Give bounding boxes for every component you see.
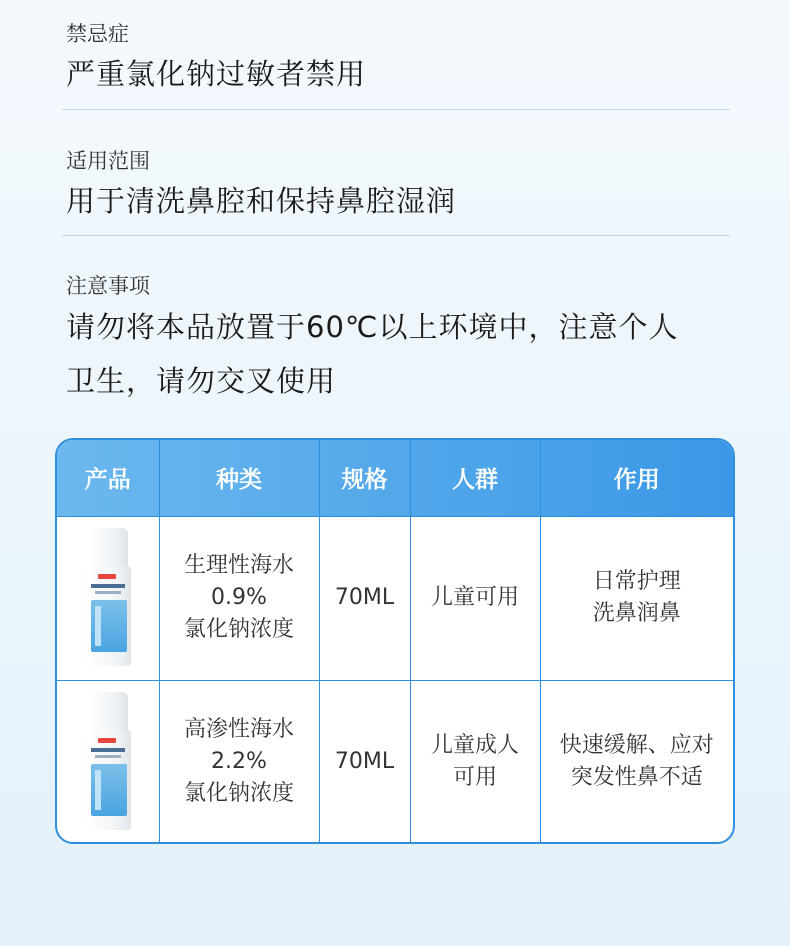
audience-line: 可用	[452, 765, 497, 791]
effect-line: 快速缓解、应对	[559, 733, 714, 759]
product-cell	[57, 516, 159, 680]
scope-label: 适用范围	[66, 149, 150, 173]
divider	[62, 235, 730, 236]
effect-line: 突发性鼻不适	[570, 765, 703, 791]
effect-cell	[540, 680, 733, 844]
divider	[62, 109, 730, 110]
audience-cell	[410, 680, 540, 844]
header-type: 种类	[159, 440, 319, 516]
audience-cell	[410, 516, 540, 680]
type-line: 2.2%	[211, 749, 267, 775]
precautions-value-line-2: 卫生，请勿交叉使用	[66, 364, 337, 398]
precautions-section	[66, 272, 730, 408]
table-row	[57, 680, 733, 844]
spray-bottle-image	[85, 692, 131, 832]
effect-line: 洗鼻润鼻	[592, 601, 681, 626]
audience-line: 儿童可用	[430, 585, 519, 610]
header-effect: 作用	[613, 467, 660, 494]
type-line: 氯化钠浓度	[183, 781, 294, 807]
table-row	[57, 516, 733, 680]
audience-line: 儿童成人	[430, 733, 519, 759]
product-cell	[57, 680, 159, 844]
contraindications-section	[66, 20, 730, 100]
header-product: 产品	[57, 440, 159, 516]
type-cell	[159, 516, 319, 680]
spec-cell: 70ML	[319, 680, 410, 844]
table-header-row	[57, 440, 733, 516]
type-line: 高渗性海水	[183, 717, 294, 743]
header-audience: 人群	[410, 440, 540, 516]
spray-bottle-image	[85, 528, 131, 668]
header-spec: 规格	[319, 440, 410, 516]
contraindications-label: 禁忌症	[66, 22, 129, 46]
type-line: 氯化钠浓度	[183, 617, 294, 642]
effect-cell	[540, 516, 733, 680]
precautions-label: 注意事项	[66, 274, 150, 298]
effect-line: 日常护理	[592, 569, 681, 594]
scope-value: 用于清洗鼻腔和保持鼻腔湿润	[66, 184, 457, 218]
type-line: 生理性海水	[183, 553, 294, 578]
contraindications-value: 严重氯化钠过敏者禁用	[66, 57, 367, 91]
scope-section	[66, 147, 730, 227]
product-comparison-table	[55, 438, 735, 844]
precautions-value-line-1: 请勿将本品放置于60℃以上环境中，注意个人	[66, 310, 679, 344]
spec-cell: 70ML	[319, 516, 410, 680]
type-line: 0.9%	[211, 585, 267, 610]
type-cell	[159, 680, 319, 844]
